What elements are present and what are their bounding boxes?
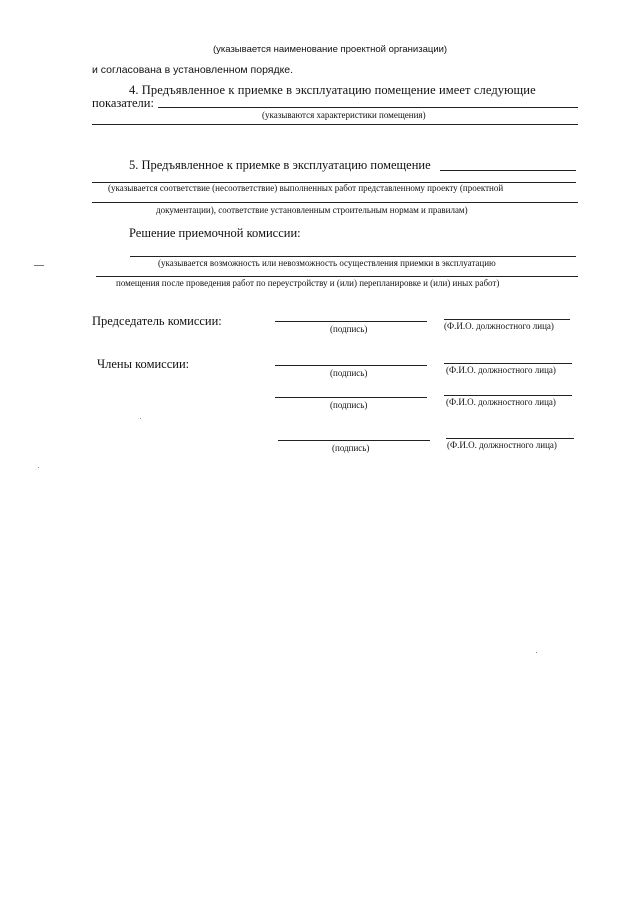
chairman-label: Председатель комиссии: xyxy=(92,314,222,328)
member2-sign-caption: (подпись) xyxy=(330,400,368,410)
chairman-signature-line[interactable] xyxy=(275,321,427,322)
decision-caption-1: (указывается возможность или невозможность осуществления приемки в эксплуатацию xyxy=(158,258,496,268)
chairman-name-caption: (Ф.И.О. должностного лица) xyxy=(444,321,554,331)
item4-extra-line[interactable] xyxy=(92,124,578,125)
member1-sign-caption: (подпись) xyxy=(330,368,368,378)
agreed-line: и согласована в установленном порядке. xyxy=(92,64,294,76)
margin-mark xyxy=(34,265,44,266)
item4-field-line[interactable] xyxy=(158,107,578,108)
item4-cont: показатели: xyxy=(92,96,154,110)
member1-name-line[interactable] xyxy=(444,363,572,364)
member3-sign-caption: (подпись) xyxy=(332,443,370,453)
member2-name-caption: (Ф.И.О. должностного лица) xyxy=(446,397,556,407)
scan-speck xyxy=(38,467,39,468)
member2-name-line[interactable] xyxy=(444,395,572,396)
chairman-name-line[interactable] xyxy=(444,319,570,320)
member3-name-caption: (Ф.И.О. должностного лица) xyxy=(447,440,557,450)
item5-line-3[interactable] xyxy=(92,202,578,203)
item5-text: 5. Предъявленное к приемке в эксплуатацию помещение xyxy=(129,158,431,172)
chairman-sign-caption: (подпись) xyxy=(330,324,368,334)
item5-caption-1: (указывается соответствие (несоответствие) выполненных работ представленному проекту (проектной xyxy=(108,183,504,193)
decision-line-1[interactable] xyxy=(130,256,576,257)
item4-text: 4. Предъявленное к приемке в эксплуатацию помещение имеет следующие xyxy=(129,83,536,97)
member1-signature-line[interactable] xyxy=(275,365,427,366)
decision-title: Решение приемочной комиссии: xyxy=(129,226,301,240)
member3-signature-line[interactable] xyxy=(278,440,430,441)
member1-name-caption: (Ф.И.О. должностного лица) xyxy=(446,365,556,375)
scan-speck xyxy=(140,418,141,419)
item5-caption-2: документации), соответствие установленным строительным нормам и правилам) xyxy=(156,205,468,215)
member3-name-line[interactable] xyxy=(446,438,574,439)
project-org-caption: (указывается наименование проектной организации) xyxy=(213,44,448,55)
item5-field-line[interactable] xyxy=(440,170,576,171)
members-label: Члены комиссии: xyxy=(97,357,190,371)
scan-speck xyxy=(536,652,537,653)
decision-caption-2: помещения после проведения работ по переустройству и (или) перепланировке и (или) иных работ) xyxy=(116,278,500,288)
item4-caption: (указываются характеристики помещения) xyxy=(262,110,426,120)
member2-signature-line[interactable] xyxy=(275,397,427,398)
decision-line-2[interactable] xyxy=(96,276,578,277)
